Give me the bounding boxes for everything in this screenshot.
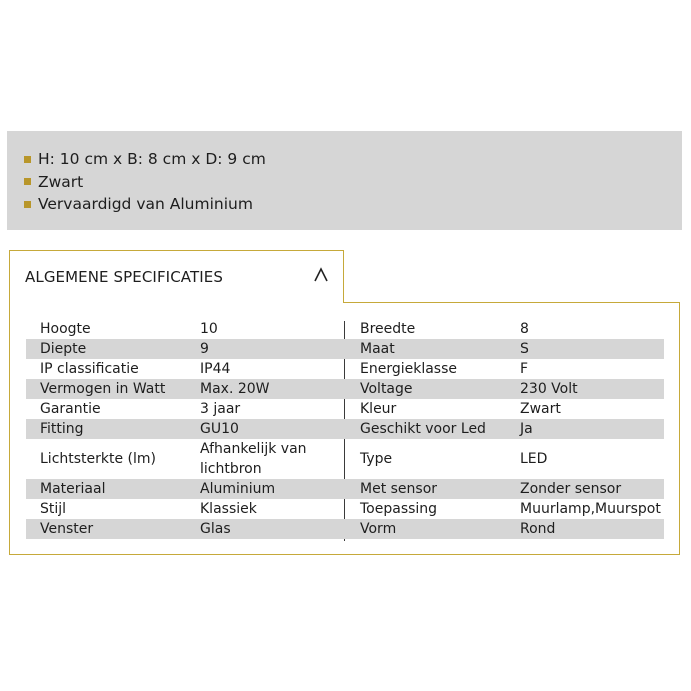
spec-row [26,479,664,499]
spec-value: GU10 [200,421,239,437]
feature-item [7,171,682,194]
feature-item [7,148,682,171]
spec-value: Afhankelijk van lichtbron [200,441,307,477]
spec-label: Materiaal [40,481,106,497]
spec-label: Energieklasse [360,361,458,377]
bullet-square-icon [24,201,31,208]
spec-value: 3 jaar [200,401,241,417]
spec-value: Aluminium [200,481,276,497]
spec-value: 9 [200,341,209,357]
section-title: ALGEMENE SPECIFICATIES [25,268,223,286]
spec-label: Geschikt voor Led [360,421,486,437]
spec-value: 230 Volt [520,381,578,397]
spec-label: Met sensor [360,481,438,497]
spec-row [26,439,664,479]
spec-label: Breedte [360,321,416,337]
specs-table [9,302,680,555]
spec-label: Vorm [360,521,397,537]
bullet-square-icon [24,178,31,185]
spec-value: Rond [520,521,556,537]
spec-value: Zwart [520,401,561,417]
spec-label: Type [360,451,393,467]
spec-value: IP44 [200,361,231,377]
spec-value: Zonder sensor [520,481,622,497]
spec-label: Kleur [360,401,397,417]
spec-value: Muurlamp,Muurspot [520,501,661,517]
spec-row [26,499,664,519]
spec-value: Glas [200,521,231,537]
spec-row [26,359,664,379]
spec-label: Toepassing [360,501,438,517]
spec-value: Klassiek [200,501,257,517]
feature-text: H: 10 cm x B: 8 cm x D: 9 cm [38,150,266,169]
spec-value: Ja [520,421,533,437]
specs-section-tab[interactable] [9,250,344,303]
spec-label: Fitting [40,421,84,437]
spec-label: Lichtsterkte (lm) [40,451,157,467]
spec-value: S [520,341,529,357]
spec-label: Voltage [360,381,413,397]
spec-row [26,419,664,439]
spec-label: IP classificatie [40,361,139,377]
feature-text: Zwart [38,172,84,191]
chevron-up-icon[interactable] [313,267,329,283]
spec-value: LED [520,451,548,467]
features-panel [7,131,682,230]
spec-label: Maat [360,341,395,357]
spec-label: Garantie [40,401,101,417]
spec-row [26,339,664,359]
spec-value: 8 [520,321,529,337]
spec-row [26,519,664,539]
spec-value: 10 [200,321,218,337]
spec-value: F [520,361,529,377]
spec-row [26,379,664,399]
spec-row [26,399,664,419]
spec-label: Stijl [40,501,67,517]
bullet-square-icon [24,156,31,163]
spec-value: Max. 20W [200,381,270,397]
spec-label: Venster [40,521,94,537]
spec-label: Hoogte [40,321,91,337]
spec-label: Diepte [40,341,87,357]
feature-item [7,193,682,216]
spec-row [26,319,664,339]
spec-label: Vermogen in Watt [40,381,166,397]
feature-text: Vervaardigd van Aluminium [38,195,253,214]
